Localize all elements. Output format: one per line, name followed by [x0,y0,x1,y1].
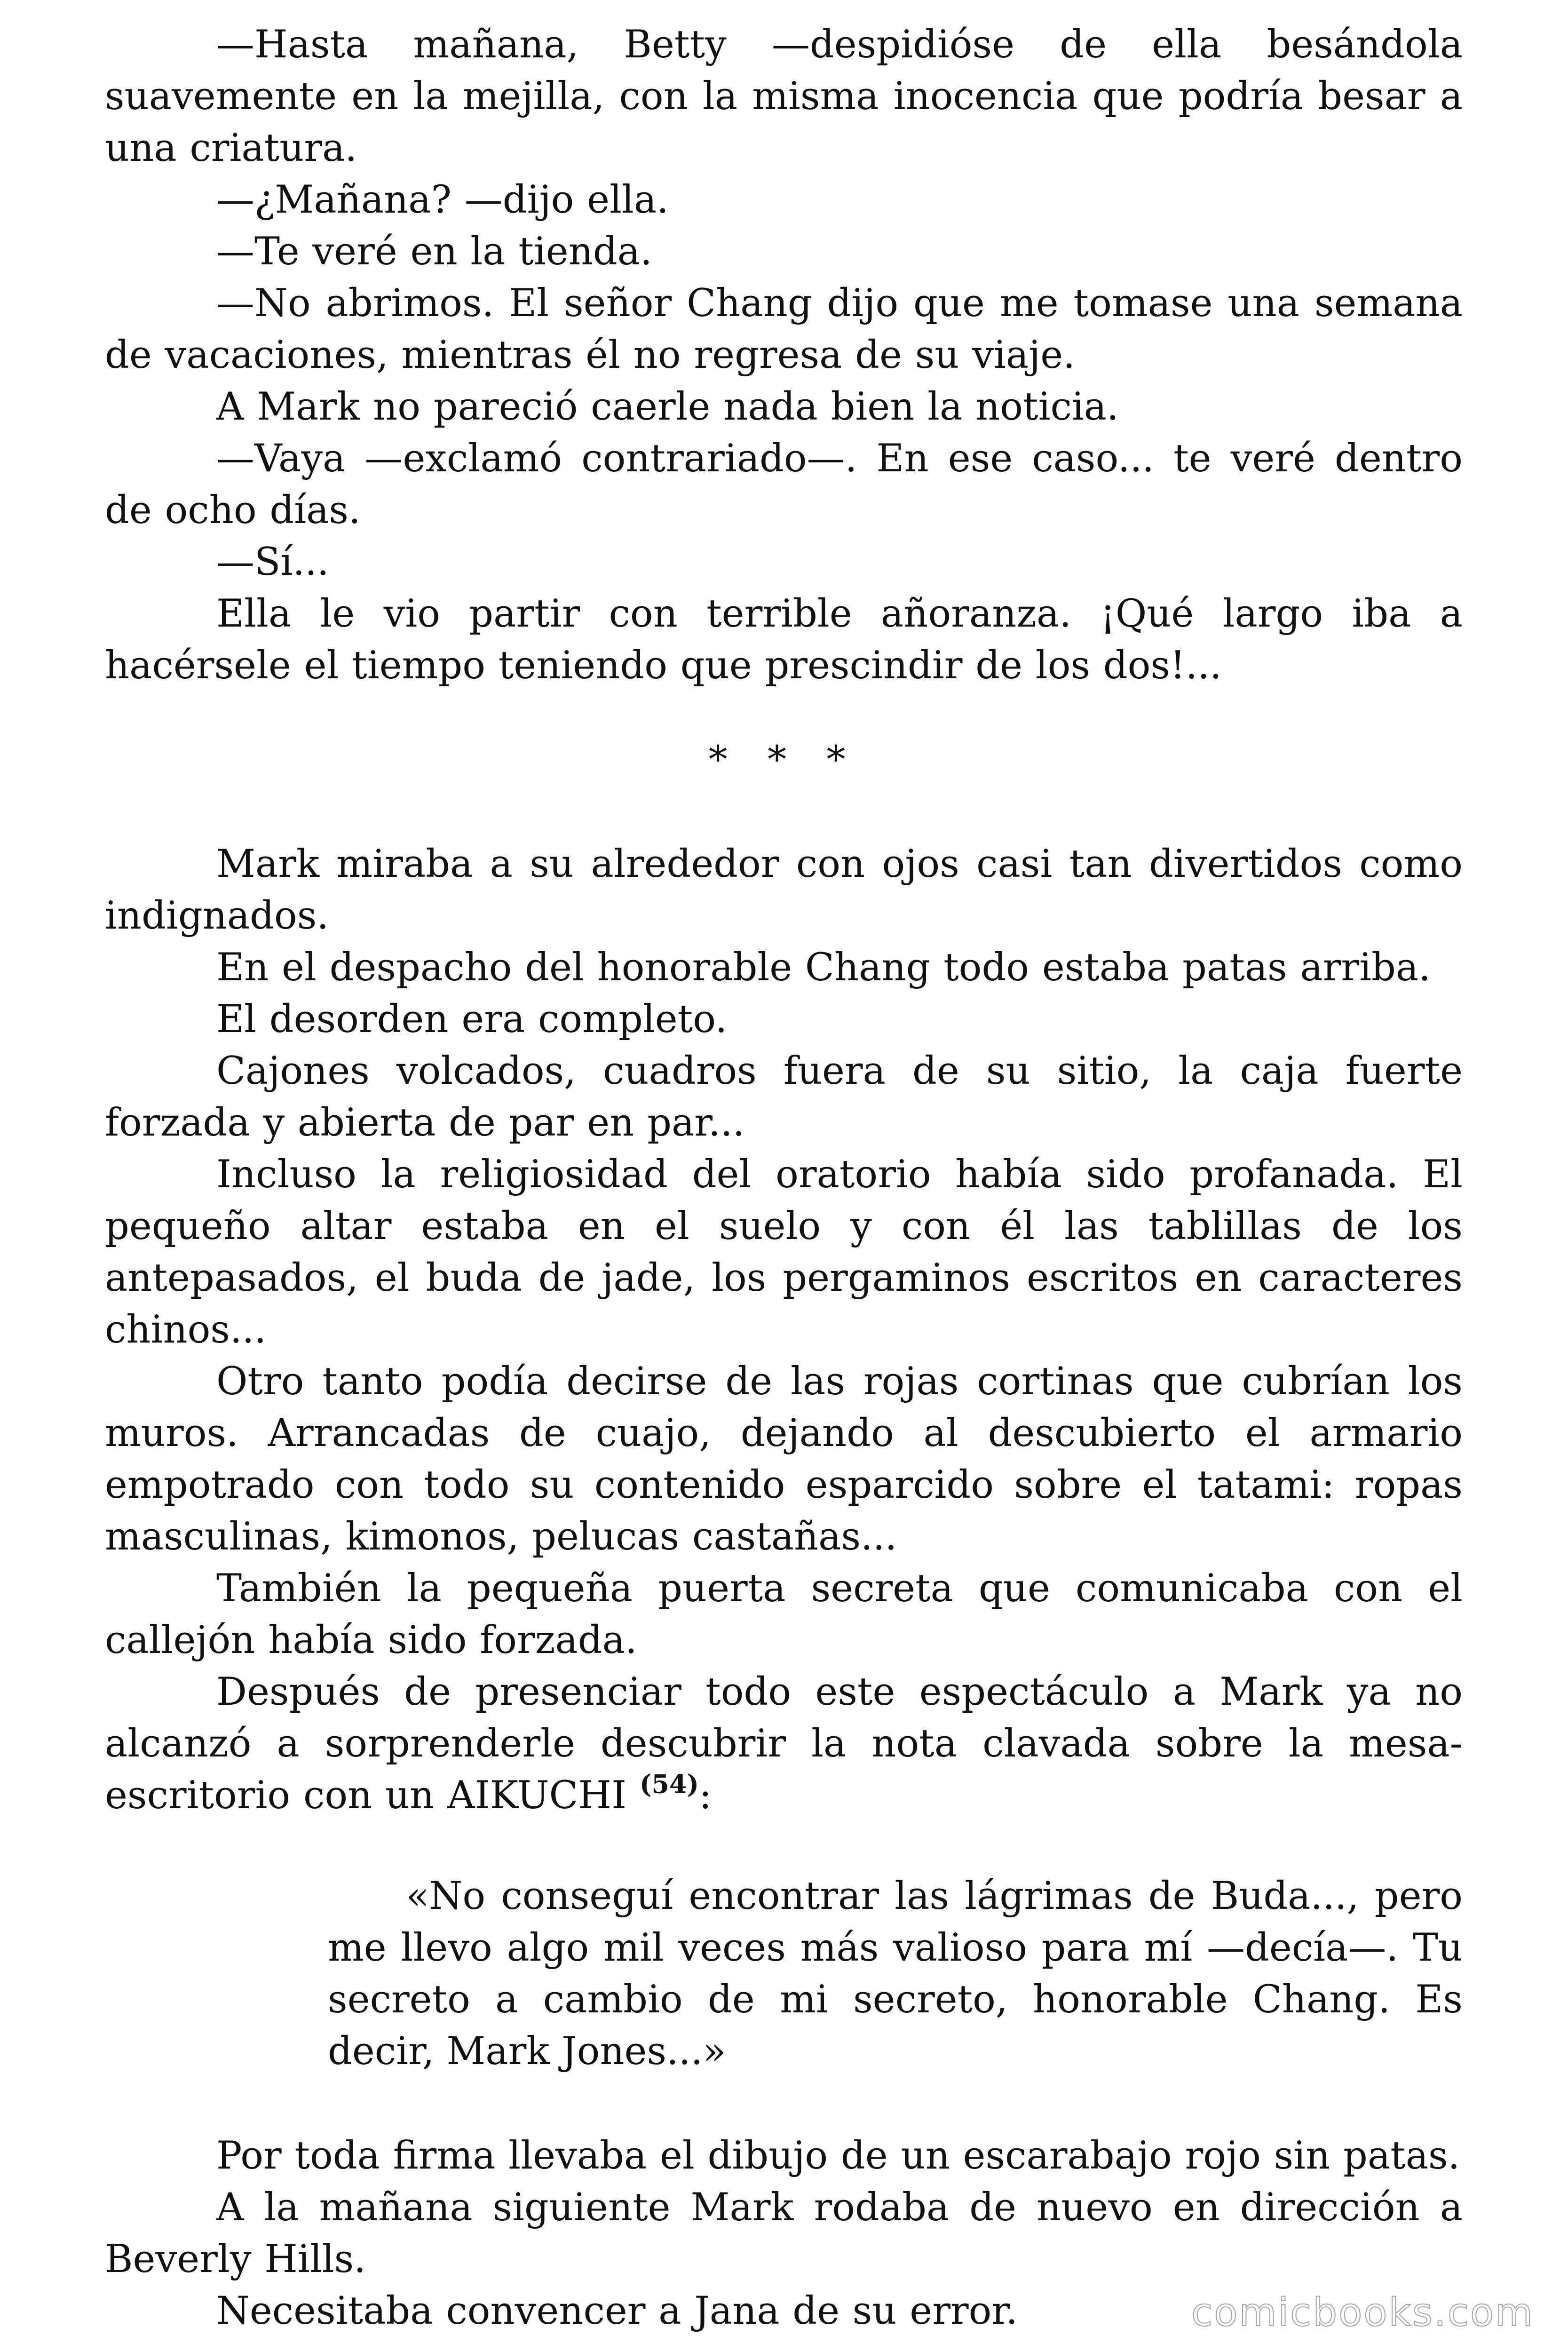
paragraph-with-footnote [105,1666,1463,1821]
section-separator: * * * [708,738,860,781]
paragraph: A la mañana siguiente Mark rodaba de nuevo en dirección a Beverly Hills. [105,2185,1463,2281]
paragraph: Otro tanto podía decirse de las rojas cortinas que cubrían los muros. Arrancadas de cuajo, dejando al descubierto el armario empotrado con todo su contenido esparcido sobre el tatami: ropas masculinas, kimonos, pelucas castañas... [105,1359,1463,1559]
quote-text: «No conseguí encontrar las lágrimas de Buda..., pero me llevo algo mil veces más valioso para mí —decía—. Tu secreto a cambio de mi secreto, honorable Chang. Es decir, Mark Jones...» [328,1874,1463,2074]
paragraph: Ella le vio partir con terrible añoranza. ¡Qué largo iba a hacérsele el tiempo teniendo que prescindir de los dos!... [105,592,1463,688]
watermark: comicbooks.com [1191,2290,1534,2335]
paragraph: Incluso la religiosidad del oratorio había sido profanada. El pequeño altar estaba en el suelo y con él las tablillas de los antepasados, el buda de jade, los pergaminos escritos en caracteres chinos... [105,1152,1463,1352]
paragraph: También la pequeña puerta secreta que comunicaba con el callejón había sido forzada. [105,1566,1463,1662]
paragraph: Necesitaba convencer a Jana de su error. [216,2289,1018,2333]
block-quote [328,1870,1463,2077]
paragraph-tail: : [699,1773,712,1818]
paragraph: —Te veré en la tienda. [216,230,652,274]
paragraph: En el despacho del honorable Chang todo estaba patas arriba. [216,946,1431,990]
paragraph: A Mark no pareció caerle nada bien la noticia. [216,385,1119,429]
paragraph: Mark miraba a su alrededor con ojos casi tan divertidos como indignados. [105,842,1463,938]
section-1 [105,19,1463,691]
paragraph: —¿Mañana? —dijo ella. [216,178,669,222]
paragraph: El desorden era completo. [216,997,728,1041]
paragraph: —No abrimos. El señor Chang dijo que me tomase una semana de vacaciones, mientras él no regresa de su viaje. [105,281,1463,377]
paragraph: Cajones volcados, cuadros fuera de su sitio, la caja fuerte forzada y abierta de par en par... [105,1049,1463,1145]
paragraph: —Vaya —exclamó contrariado—. En ese caso... te veré dentro de ocho días. [105,437,1463,532]
section-2 [105,838,1463,1821]
paragraph: —Sí... [216,540,329,584]
paragraph: Por toda firma llevaba el dibujo de un escarabajo rojo sin patas. [216,2134,1460,2178]
paragraph-text: Después de presenciar todo este espectáculo a Mark ya no alcanzó a sorprenderle descubrir la nota clavada sobre la mesa-escritorio con un AIKUCHI [105,1670,1463,1818]
paragraph: —Hasta mañana, Betty —despidióse de ella besándola suavemente en la mejilla, con la misma inocencia que podría besar a una criatura. [105,23,1463,170]
footnote-reference[interactable]: (54) [639,1769,699,1799]
